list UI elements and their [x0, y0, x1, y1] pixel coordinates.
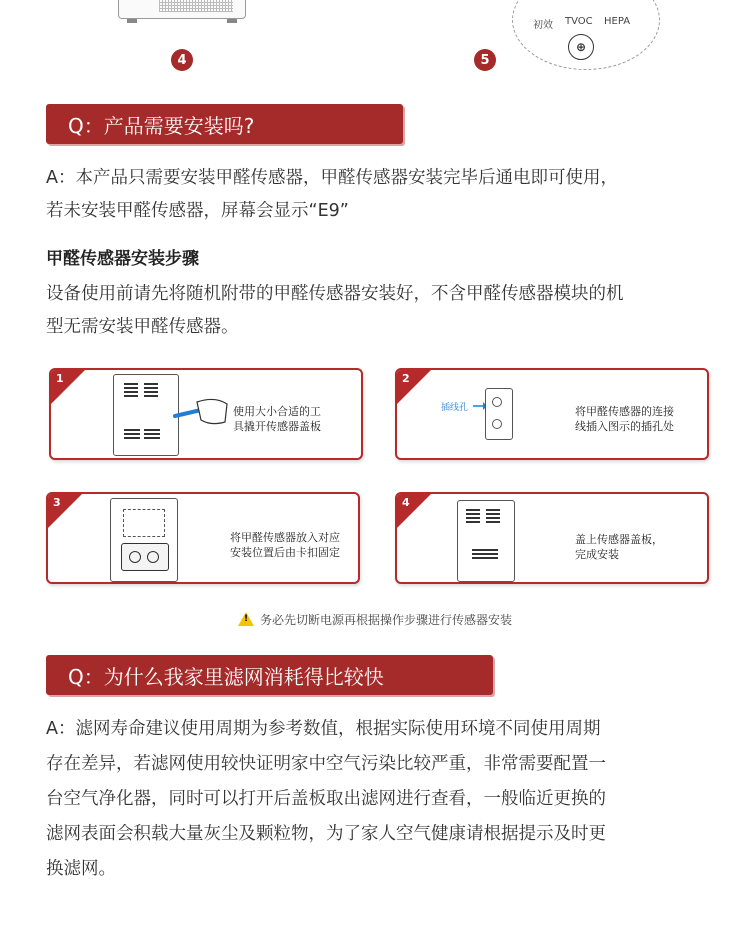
vent-icon	[466, 509, 480, 523]
install-steps-heading: 甲醛传感器安装步骤	[46, 249, 199, 269]
vent-icon	[472, 549, 498, 559]
step-description: 使用大小合适的工 具撬开传感器盖板	[233, 405, 321, 433]
step-number: 3	[53, 496, 61, 509]
question-header-filter: Q：为什么我家里滤网消耗得比较快	[46, 655, 493, 695]
warning-text: 务必先切断电源再根据操作步骤进行传感器安装	[259, 613, 512, 627]
step-description: 盖上传感器盖板， 完成安装	[575, 533, 663, 561]
answer-filter: A：滤网寿命建议使用周期为参考数值，根据实际使用环境不同使用周期 存在差异，若滤网使用较快证明家中空气污染比较严重，非常需要配置一 台空气净化器，同时可以打开后盖板取出滤网进行查看，一般临近更换的 滤网表面会积载大量灰尘及颗粒物，为了家人空气健康请根据提示及时更 换滤网。	[46, 719, 606, 879]
question-header-install: Q：产品需要安装吗?	[46, 104, 403, 144]
step-number: 2	[402, 372, 410, 385]
step-card-1	[49, 368, 363, 460]
warning-icon	[238, 612, 254, 626]
vent-icon	[144, 429, 160, 439]
filter-label-tvoc: TVOC	[565, 16, 593, 27]
step-description: 将甲醛传感器放入对应 安装位置后由卡扣固定	[230, 531, 340, 559]
filter-label-hepa: HEPA	[604, 16, 631, 27]
safety-warning	[0, 611, 750, 628]
purifier-grille	[159, 0, 233, 12]
step-badge-4: 4	[171, 49, 193, 71]
socket-callout: 插线孔	[441, 403, 469, 413]
install-intro: 设备使用前请先将随机附带的甲醛传感器安装好，不含甲醛传感器模块的机 型无需安装甲醛传感器。	[46, 284, 624, 337]
closed-cover-illustration	[457, 500, 515, 582]
purifier-foot	[227, 19, 237, 23]
step-number: 1	[56, 372, 64, 385]
step-number: 4	[402, 496, 410, 509]
step-card-3	[46, 492, 360, 584]
vent-icon	[124, 383, 138, 397]
sensor-socket-illustration	[485, 388, 513, 440]
filter-label-primary: 初效	[533, 20, 553, 31]
sensor-cover-illustration	[113, 374, 179, 456]
answer-install: A：本产品只需要安装甲醛传感器，甲醛传感器安装完毕后通电即可使用， 若未安装甲醛传感器，屏幕会显示“E9”	[46, 168, 618, 221]
step-badge-5: 5	[474, 49, 496, 71]
vent-icon	[486, 509, 500, 523]
vent-icon	[124, 429, 140, 439]
step-card-2	[395, 368, 709, 460]
hand-tool-icon	[171, 392, 231, 432]
purifier-foot	[127, 19, 137, 23]
step-description: 将甲醛传感器的连接 线插入图示的插孔处	[575, 405, 674, 433]
purifier-bottom-illustration	[118, 0, 246, 19]
open-sensor-bay-illustration	[110, 498, 178, 582]
power-plug-icon: ⊕	[568, 34, 594, 60]
step-card-4	[395, 492, 709, 584]
vent-icon	[144, 383, 158, 397]
